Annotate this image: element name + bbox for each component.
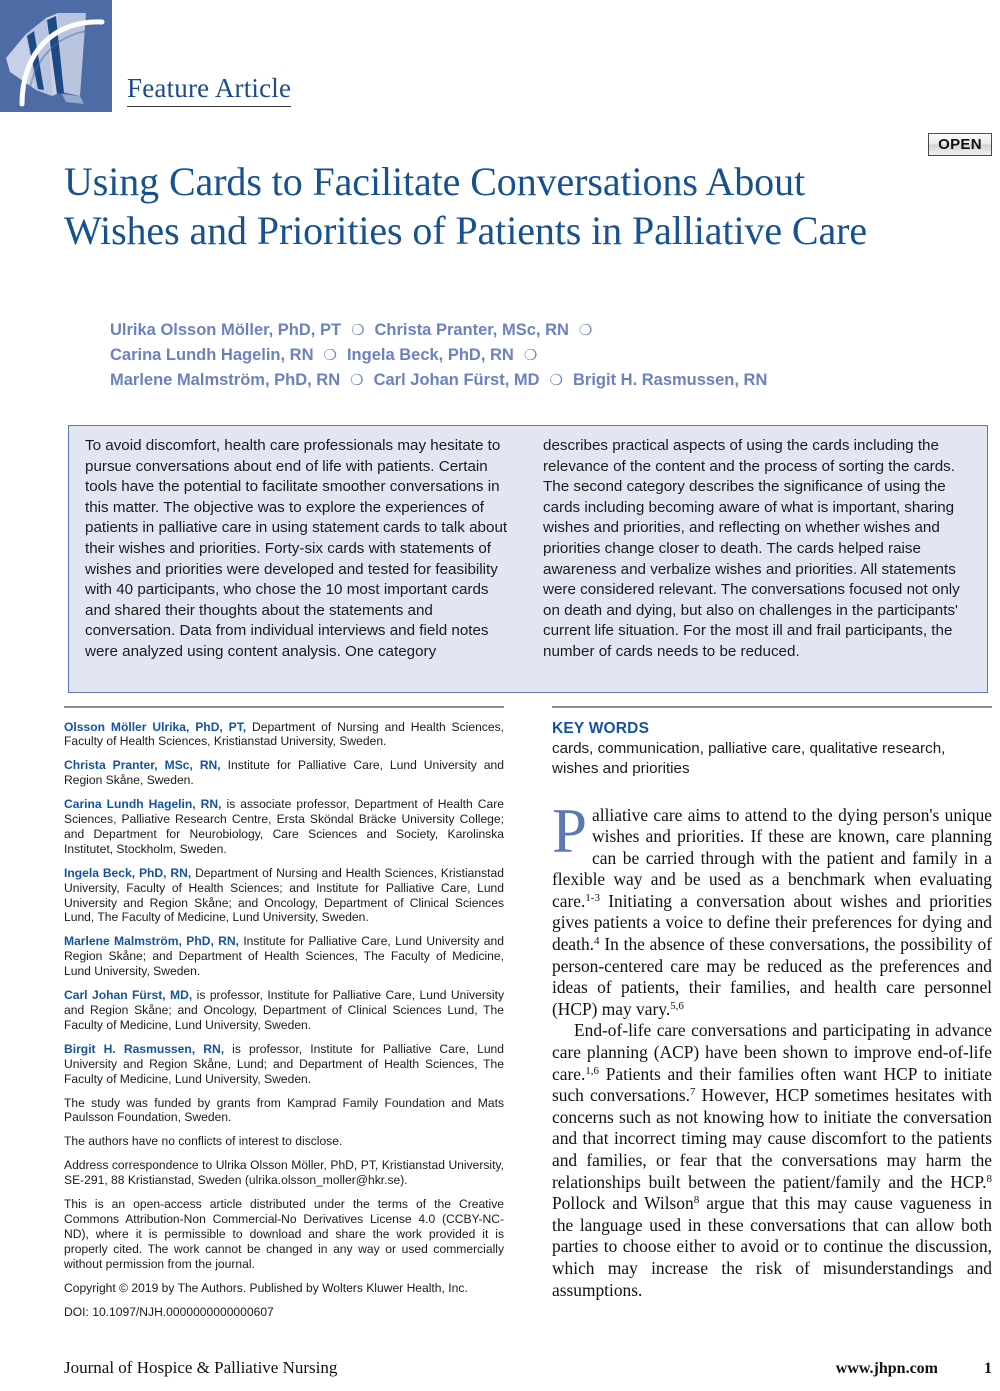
author-name: Christa Pranter, MSc, RN	[374, 321, 569, 339]
funding-note: The study was funded by grants from Kamprad Family Foundation and Mats Paulsson Foundation, Sweden.	[64, 1095, 504, 1125]
par1-text-a: alliative care aims to attend to the dying person's unique wishes and priorities. If these are known, care planning can be carried through with the patient and family in a flexible way and be used as a benchmark when evaluating care.	[552, 804, 992, 911]
page-footer	[64, 1358, 992, 1378]
author-separator-icon: ❍	[549, 372, 563, 389]
affiliation-text: is professor, Institute for Palliative Care, Lund University and Region Skåne; and Oncology, Department of Clinical Sciences Lund, The Faculty of Medicine, Lund University, Sweden.	[64, 988, 504, 1032]
citation-ref: 8	[693, 1194, 700, 1207]
affiliation-text: Institute for Palliative Care, Lund University and Region Skåne, Sweden.	[64, 758, 504, 788]
affiliation-text: Department of Nursing and Health Sciences, Kristianstad University, Faculty of Health Sciences; and Institute for Palliative Care, Lund University and Region Skåne; and Oncology, Department of Clinical Sciences Lund, The Faculty of Medicine, Lund University, Sweden.	[64, 865, 504, 925]
affiliation-text: Institute for Palliative Care, Lund University and Region Skåne; and Department of Health Sciences, The Faculty of Medicine, Lund University, Sweden.	[64, 934, 504, 979]
key-words-heading: KEY WORDS	[552, 719, 650, 737]
par1-text-c: In the absence of these conversations, the possibility of person-centered care may be reduced as the preferences and ideas of patients, their families, and health care personnel (HCP) may vary.	[552, 934, 992, 1019]
abstract-box	[68, 425, 988, 693]
feature-article-kicker: Feature Article	[127, 75, 291, 107]
affiliation-text: Department of Nursing and Health Sciences, Faculty of Health Sciences, Kristianstad University, Sweden.	[64, 719, 504, 749]
content-columns	[64, 706, 992, 1346]
par2-text-d: Pollock and Wilson	[552, 1193, 694, 1214]
par2-text-a: End-of-life care conversations and participating in advance care planning (ACP) have been shown to improve end-of-life care.	[552, 1020, 992, 1084]
open-access-badge: OPEN	[928, 133, 992, 156]
par1-text-b: Initiating a conversation about wishes and priorities gives patients a voice to define their preferences for dying and death.	[552, 890, 992, 955]
affiliation-author-name: Birgit H. Rasmussen, RN,	[64, 1041, 225, 1056]
author-separator-icon: ❍	[323, 347, 337, 364]
right-column	[552, 706, 992, 1346]
license-note: This is an open-access article distributed under the terms of the Creative Commons Attribution-Non Commercial-No Derivatives License 4.0 (CCBY-NC-ND), where it is permissible to download and share the work provided it is properly cited. The work cannot be changed in any way or used commercially without permission from the journal.	[64, 1197, 504, 1271]
author-separator-icon: ❍	[350, 372, 364, 389]
affiliation-author-name: Christa Pranter, MSc, RN,	[64, 758, 221, 773]
author-name: Carl Johan Fürst, MD	[373, 371, 540, 389]
affiliation-author-name: Marlene Malmström, PhD, RN,	[64, 934, 239, 949]
author-name: Brigit H. Rasmussen, RN	[572, 371, 768, 389]
par2-text-e: argue that this may cause vagueness in the language used in these conversations that can allow both parties to choose either to avoid or to continue the discussion, which may increase the risk of misunderstandings and assumptions.	[552, 1193, 992, 1300]
key-words-list: cards, communication, palliative care, qualitative research, wishes and priorities	[552, 739, 946, 777]
copyright-note: Copyright © 2019 by The Authors. Published by Wolters Kluwer Health, Inc.	[64, 1280, 468, 1295]
affiliation-text: is associate professor, Department of Health Care Sciences, Palliative Research Centre, Ersta Sköndal Bräcke University College; and Department for Neurobiology, Care Sciences and Society, Karolinska Institutet, Stockholm, Sweden.	[64, 797, 504, 856]
affiliations-list	[64, 720, 504, 1087]
footer-website-link[interactable]: www.jhpn.com	[835, 1360, 938, 1377]
author-list	[110, 318, 930, 393]
affiliation-entry	[64, 1042, 504, 1087]
footer-page-number: 1	[984, 1360, 992, 1377]
affiliation-text: is professor, Institute for Palliative Care, Lund University and Region Skåne, Lund; and Department of Health Sciences, The Faculty of Medicine, Lund University, Sweden.	[64, 1041, 505, 1086]
affiliation-author-name: Carl Johan Fürst, MD,	[64, 988, 193, 1003]
footer-journal-name: Journal of Hospice & Palliative Nursing	[64, 1358, 338, 1377]
left-column	[64, 706, 504, 1346]
abstract-column-right: describes practical aspects of using the cards including the relevance of the content and the process of sorting the cards. The second category describes the significance of using the cards including becoming aware of what is important, sharing wishes and priorities, and reflecting on whether wishes and priorities change closer to death. The cards helped raise awareness and verbalize wishes and priorities. All statements were considered relevant. The conversations focused not only on death and dying, but also on challenges in the participants' current life situation. For the most ill and frail participants, the number of cards needs to be reduced.	[543, 437, 960, 660]
citation-ref: 7	[690, 1086, 696, 1099]
author-name: Marlene Malmström, PhD, RN	[110, 371, 341, 389]
intro-paragraph-2	[552, 1020, 992, 1301]
affiliation-entry	[64, 758, 504, 788]
doi-note: DOI: 10.1097/NJH.0000000000000607	[64, 1304, 274, 1319]
affiliation-entry	[64, 866, 504, 926]
affiliation-entry	[64, 988, 504, 1033]
author-separator-icon: ❍	[523, 347, 538, 364]
citation-ref: 8	[986, 1172, 992, 1185]
conflicts-note: The authors have no conflicts of interest to disclose.	[64, 1134, 343, 1149]
affiliation-entry	[64, 797, 504, 857]
par2-text-b: Patients and their families often want HCP to initiate such conversations.	[552, 1063, 992, 1106]
affiliation-author-name: Ingela Beck, PhD, RN,	[64, 865, 192, 880]
drop-cap: P	[552, 795, 588, 866]
column-divider-left	[64, 706, 504, 708]
correspondence-note: Address correspondence to Ulrika Olsson Möller, PhD, PT, Kristianstad University, SE-291, 88 Kristianstad, Sweden (ulrika.olsson_moller@hkr.se).	[64, 1158, 504, 1188]
citation-ref: 5,6	[670, 999, 684, 1012]
page-title: Using Cards to Facilitate Conversations About Wishes and Priorities of Patients in Palliative Care	[64, 159, 868, 253]
affiliation-author-name: Carina Lundh Hagelin, RN,	[64, 797, 222, 812]
affiliation-entry	[64, 720, 504, 750]
column-divider-right	[552, 706, 992, 708]
citation-ref: 4	[594, 935, 600, 948]
author-separator-icon: ❍	[578, 322, 593, 339]
author-name: Ingela Beck, PhD, RN	[346, 346, 514, 364]
affiliation-author-name: Olsson Möller Ulrika, PhD, PT,	[64, 719, 247, 734]
author-name: Ulrika Olsson Möller, PhD, PT	[110, 321, 342, 339]
abstract-column-left: To avoid discomfort, health care professionals may hesitate to pursue conversations about end of life with patients. Certain tools have the potential to facilitate smoother conversations in this matter. The objective was to explore the experiences of patients in palliative care in using statement cards to talk about their wishes and priorities. Forty-six cards with statements of wishes and priorities were developed and tested for feasibility with 40 participants, who chose the 10 most important cards and shared their thoughts about the statements and conversation. Data from individual interviews and field notes were analyzed using content analysis. One category	[85, 437, 508, 660]
affiliation-entry	[64, 934, 504, 979]
citation-ref: 1-3	[585, 891, 600, 904]
par2-text-c: However, HCP sometimes hesitates with concerns such as not knowing how to initiate the conversation and that incorrect timing may cause discomfort to the patients and families, or fear that the conversations may harm the relationships built between the patient/family and the HCP.	[552, 1085, 992, 1192]
author-name: Carina Lundh Hagelin, RN	[110, 346, 314, 364]
masthead	[0, 0, 1000, 118]
citation-ref: 1,6	[585, 1064, 600, 1077]
author-separator-icon: ❍	[351, 322, 365, 339]
journal-logo	[0, 0, 112, 112]
intro-paragraph-1	[552, 795, 992, 1021]
